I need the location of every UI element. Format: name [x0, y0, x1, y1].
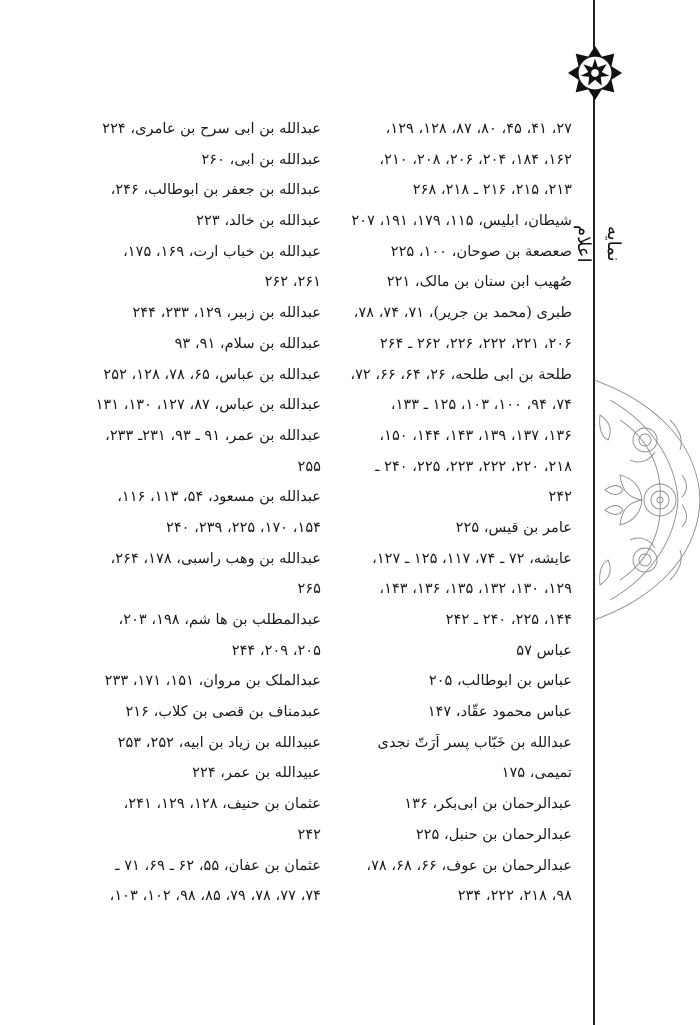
index-line: عبدالرحمان بن ابی‌بکر، ۱۳۶: [404, 795, 572, 813]
index-line: عبیدالله بن عمر، ۲۲۴: [192, 764, 321, 782]
floral-arabesque-icon: [590, 380, 700, 620]
index-line: عبدالله بن خباب ارت، ۱۶۹، ۱۷۵،: [123, 242, 321, 260]
index-line: عامر بن قیس، ۲۲۵: [455, 518, 572, 536]
index-line: عبدالرحمان بن عوف، ۶۶، ۶۸، ۷۸،: [366, 856, 572, 874]
index-line: عثمان بن حنیف، ۱۲۸، ۱۲۹، ۲۴۱،: [123, 795, 321, 813]
index-line: ۲۰۵، ۲۰۹، ۲۴۴: [231, 641, 321, 659]
index-line: ۲۶۵: [297, 580, 321, 598]
index-line: عبدالله بن ابی سرح بن عامری، ۲۲۴: [102, 120, 321, 137]
index-line: شیطان، ابلیس، ۱۱۵، ۱۷۹، ۱۹۱، ۲۰۷: [351, 212, 572, 230]
index-line: عبدالله بن جعفر بن ابوطالب، ۲۴۶،: [110, 181, 321, 199]
index-line: ۲۰۶، ۲۲۱، ۲۲۲، ۲۲۶، ۲۶۲ ـ ۲۶۴: [379, 334, 572, 352]
index-line: عبدالمطلب بن ها شم، ۱۹۸، ۲۰۳،: [118, 611, 321, 628]
index-line: عبدالرحمان بن حنبل، ۲۲۵: [415, 825, 572, 843]
index-line: عباس بن ابوطالب، ۲۰۵: [428, 672, 572, 690]
star-medallion-icon: [566, 44, 624, 102]
index-line: عبدالله بن ابی، ۲۶۰: [201, 150, 321, 168]
index-line: عبدالله بن مسعود، ۵۴، ۱۱۳، ۱۱۶،: [117, 488, 321, 506]
index-line: عبدالله بن سلام، ۹۱، ۹۳: [174, 334, 321, 352]
index-line: عبدالله بن خالد، ۲۲۳: [196, 212, 321, 230]
index-line: ۲۴۲: [297, 825, 321, 843]
index-line: عبدالملک بن مروان، ۱۵۱، ۱۷۱، ۲۳۳: [104, 672, 321, 690]
index-line: صعصعة بن صوحان، ۱۰۰، ۲۲۵: [390, 242, 572, 260]
index-line: عبدالله بن عمر، ۹۱ ـ ۹۳، ۲۳۱ـ ۲۳۳،: [105, 426, 321, 444]
index-line: ۱۵۴، ۱۷۰، ۲۲۵، ۲۳۹، ۲۴۰: [165, 518, 321, 536]
index-line: ۱۴۴، ۲۲۵، ۲۴۰ ـ ۲۴۲: [445, 611, 572, 628]
index-line: ۲۱۳، ۲۱۵، ۲۱۶ ـ ۲۱۸، ۲۶۸: [412, 181, 572, 199]
index-line: ۱۲۹، ۱۳۰، ۱۳۲، ۱۳۵، ۱۳۶، ۱۴۳،: [379, 580, 572, 598]
index-line: طبری (محمد بن جریر)، ۷۱، ۷۴، ۷۸،: [353, 304, 572, 322]
index-line: ۷۴، ۷۷، ۷۸، ۷۹، ۸۵، ۹۸، ۱۰۲، ۱۰۳،: [109, 887, 321, 905]
index-line: ۲۱۸، ۲۲۰، ۲۲۲، ۲۲۳، ۲۲۵، ۲۴۰ ـ: [375, 457, 572, 475]
page-side-title: نمایه اعلام: [573, 225, 624, 263]
index-line: صُهیب ابن سنان بن مالک، ۲۲۱: [386, 273, 572, 291]
index-column-left: [86, 114, 321, 912]
index-line: عثمان بن عفان، ۵۵، ۶۲ ـ ۶۹، ۷۱ ـ: [115, 856, 321, 874]
index-line: عایشه، ۷۲ ـ ۷۴، ۱۱۷، ۱۲۵ ـ ۱۲۷،: [372, 549, 572, 567]
index-line: ۱۶۲، ۱۸۴، ۲۰۴، ۲۰۶، ۲۰۸، ۲۱۰،: [379, 150, 572, 168]
index-line: عبدالله بن وهب راسبی، ۱۷۸، ۲۶۴،: [110, 549, 321, 567]
index-line: ۲۵۵: [297, 457, 321, 475]
index-line: عبدالله بن عباس، ۸۷، ۱۲۷، ۱۳۰، ۱۳۱: [95, 396, 321, 414]
index-line: عبیدالله بن زیاد بن ابیه، ۲۵۲، ۲۵۳: [117, 733, 321, 751]
index-line: ۹۸، ۲۱۸، ۲۲۲، ۲۳۴: [457, 887, 572, 905]
index-line: عبدمناف بن قصی بن کلاب، ۲۱۶: [125, 703, 321, 721]
index-line: ۲۷، ۴۱، ۴۵، ۸۰، ۸۷، ۱۲۸، ۱۲۹،: [385, 120, 572, 137]
index-line: ۲۴۲: [548, 488, 572, 506]
index-line: عبدالله بن عباس، ۶۵، ۷۸، ۱۲۸، ۲۵۲: [103, 365, 321, 383]
index-line: عباس محمود عقّاد، ۱۴۷: [427, 703, 572, 721]
index-line: تمیمی، ۱۷۵: [501, 764, 572, 782]
index-line: ۷۴، ۹۴، ۱۰۰، ۱۰۳، ۱۲۵ ـ ۱۳۳،: [390, 396, 572, 414]
index-line: طلحة بن ابی طلحه، ۲۶، ۶۴، ۶۶، ۷۲،: [350, 365, 572, 383]
index-line: عبدالله بن خَبّاب پسر اَرَتّ نجدی: [377, 733, 572, 751]
index-line: ۲۶۱، ۲۶۲: [264, 273, 321, 291]
index-line: عباس ۵۷: [516, 641, 572, 659]
index-line: ۱۳۶، ۱۳۷، ۱۳۹، ۱۴۳، ۱۴۴، ۱۵۰،: [379, 426, 572, 444]
index-column-right: [337, 114, 572, 912]
index-line: عبدالله بن زبیر، ۱۲۹، ۲۳۳، ۲۴۴: [132, 304, 321, 322]
